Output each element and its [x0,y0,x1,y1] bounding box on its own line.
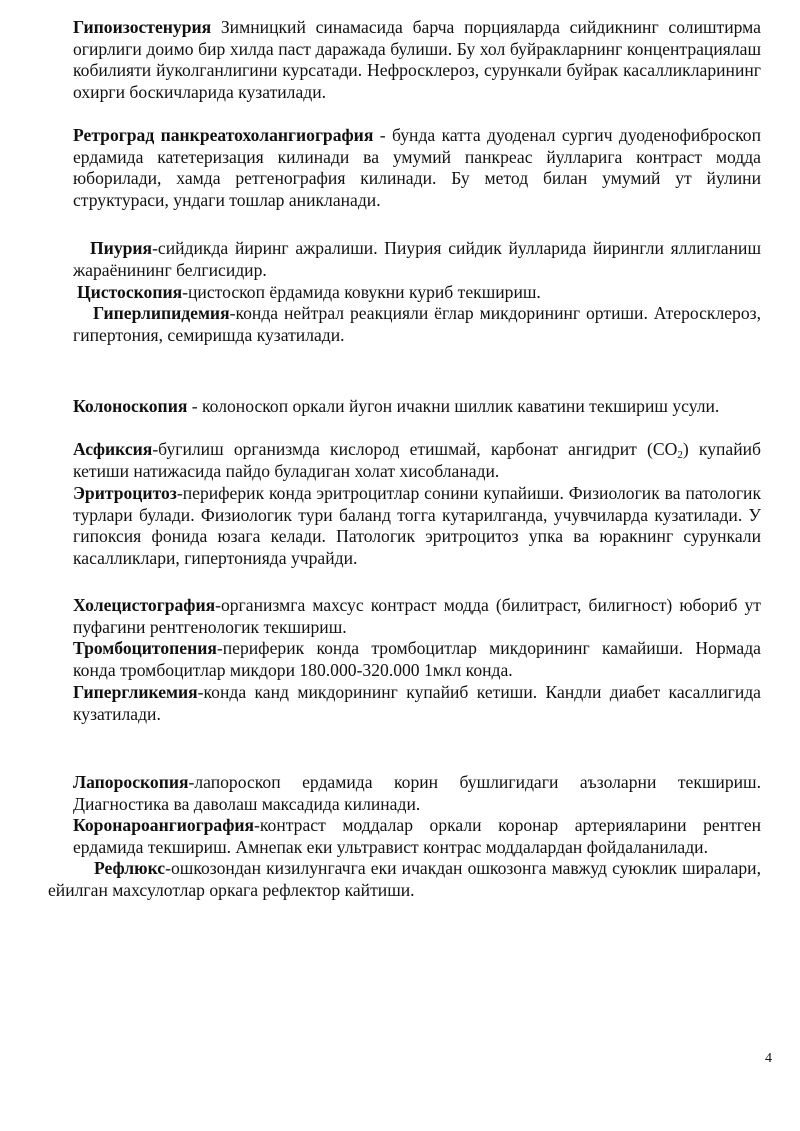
entry-definition: -конда канд микдорининг купайиб кетиши. Кандли диабет касаллигида кузатилади. [73,682,761,724]
entry-hypoisosthenuria [73,17,761,103]
entry-laparoscopy [73,772,761,815]
entry-term: Асфиксия [73,439,153,459]
entry-term: Гипоизостенурия [73,17,212,37]
entry-term: Холецистография [73,595,216,615]
entry-reflux [48,858,761,901]
entry-cholecystography [73,595,761,638]
entry-retrograde-pancreatocholangiography [73,125,761,211]
entry-term: Колоноскопия [73,396,188,416]
entry-term: Пиурия [90,238,153,258]
entry-definition: -организмга махсус контраст модда (билитраст, билигност) юбориб ут пуфагини рентгенологик текшириш. [73,595,761,637]
entry-asphyxia [73,439,761,482]
entry-term: Лапороскопия [73,772,189,792]
entry-definition: - бунда катта дуоденал сургич дуоденофиброскоп ердамида катетеризация килинади ва умумий панкреас йулларига контраст модда юборилади, хамда ретгенография килинади. Бу метод билан умумий ут йулини структураси, ундаги тошлар аникланади. [73,125,761,210]
entry-term: Тромбоцитопения [73,638,217,658]
entry-hyperlipidemia [73,303,761,346]
page-number: 4 [765,1051,772,1066]
entry-definition: -ошкозондан кизилунгачга еки ичакдан ошкозонга мавжуд суюклик ширалари, ейилган махсулотлар оркага рефлектор кайтиши. [48,858,761,900]
entry-definition-part: ) купайиб кетиши натижасида пайдо буладиган холат хисобланади. [73,439,761,481]
entry-definition: -периферик конда эритроцитлар сонини купайиши. Физиологик ва патологик турлари булади. Физиологик тури баланд тогга кутарилганда, учувчиларда кузатилади. У гипоксия фонида юзага келади. Патологик эритроцитоз упка ва юракнинг сурункали касалликлари, гипертонияда учрайди. [73,483,761,568]
entry-pyuria [73,238,761,281]
formula-subscript: 2 [677,449,683,461]
entry-term: Эритроцитоз [73,483,177,503]
entry-hyperglycemia [73,682,761,725]
entry-term: Коронароангиография [73,815,255,835]
entry-definition: -конда нейтрал реакцияли ёглар микдорининг ортиши. Атеросклероз, гипертония, семиришда кузатилади. [73,303,761,345]
entry-term: Гиперлипидемия [93,303,230,323]
entry-definition: Зимницкий синамасида барча порцияларда сийдикнинг солиштирма огирлиги доимо бир хилда паст даражада булиши. Бу хол буйракларнинг концентрациялаш кобилияти йуколганлигини курсатади. Нефросклероз, сурункали буйрак касалликларининг охирги боскичларида кузатилади. [73,17,761,102]
entry-coronaroangiography [73,815,761,858]
entry-term: Цистоскопия [77,282,183,302]
entry-definition: -контраст моддалар оркали коронар артерияларини рентген ердамида текшириш. Амнепак еки ультравист контрас моддалардан фойдаланилади. [73,815,761,857]
entry-definition-part: -бугилиш организмда кислород етишмай, карбонат ангидрит (CO [152,439,678,459]
entry-term: Ретроград панкреатохолангиография [73,125,374,145]
entry-colonoscopy [73,396,761,418]
entry-erythrocytosis [73,483,761,569]
entry-definition: -лапороскоп ердамида корин бушлигидаги аъзоларни текшириш. Диагностика ва даволаш максадида килинади. [73,772,761,814]
entry-term: Рефлюкс [94,858,166,878]
entry-definition: -сийдикда йиринг ажралиши. Пиурия сийдик йулларида йирингли яллигланиш жараёнининг белгисидир. [73,238,761,280]
entry-definition: - колоноскоп оркали йугон ичакни шиллик каватини текшириш усули. [187,396,720,416]
entry-definition: -цистоскоп ёрдамида ковукни куриб текшириш. [182,282,541,302]
entry-term: Гипергликемия [73,682,198,702]
entry-thrombocytopenia [73,638,761,681]
entry-definition: -периферик конда тромбоцитлар микдорининг камайиши. Нормада конда тромбоцитлар микдори 180.000-320.000 1мкл конда. [73,638,761,680]
entry-cystoscopy [73,282,761,304]
